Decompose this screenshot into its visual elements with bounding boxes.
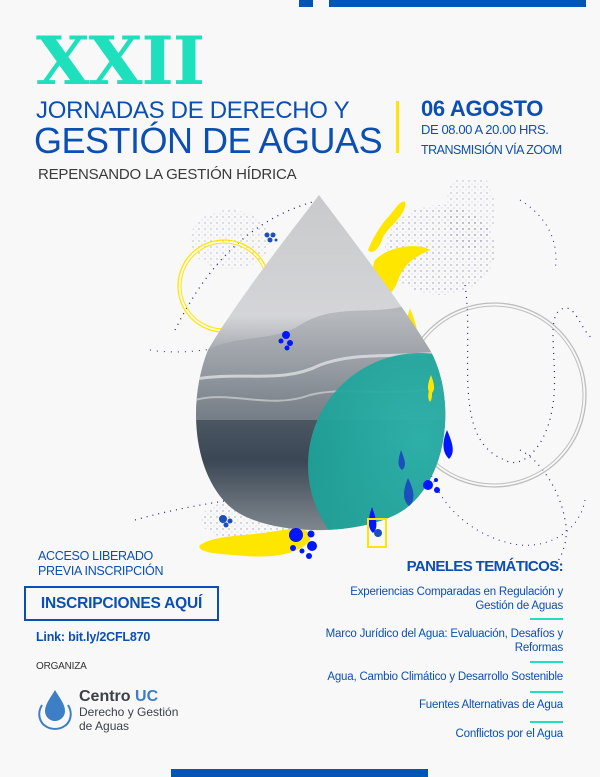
water-drop-icon [36, 686, 74, 730]
page-title-line2: GESTIÓN DE AGUAS [34, 120, 383, 161]
event-streaming: TRANSMISIÓN VÍA ZOOM [421, 143, 562, 157]
panel-item-line2: Gestión de Aguas [475, 600, 563, 612]
panel-item [456, 727, 563, 741]
panel-item-line1: Fuentes Alternativas de Agua [418, 699, 563, 711]
access-line1: ACCESO LIBERADO [38, 549, 153, 563]
event-hours: DE 08.00 A 20.00 HRS. [421, 122, 549, 137]
logo-name-main: Centro [79, 688, 131, 705]
panel-item-line2: Reformas [514, 642, 563, 654]
panel-item-line1: Experiencias Comparadas en Regulación y [350, 586, 563, 598]
panel-item-line1: Agua, Cambio Climático y Desarrollo Sostenible [327, 671, 563, 683]
logo-name [79, 688, 158, 706]
top-accent-square [299, 0, 313, 7]
panel-item [327, 670, 563, 684]
panel-separator [530, 661, 563, 663]
panel-item-line1: Conflictos por el Agua [455, 728, 563, 740]
event-date: 06 AGOSTO [421, 96, 544, 121]
header-divider [396, 101, 399, 153]
water-drop-artwork [0, 180, 600, 570]
panel-item [419, 698, 563, 712]
registration-button[interactable]: INSCRIPCIONES AQUÍ [24, 586, 219, 621]
access-info [38, 549, 163, 579]
edition-numeral: XXII [36, 22, 205, 100]
registration-link[interactable]: Link: bit.ly/2CFL870 [36, 630, 151, 644]
panel-separator [530, 721, 563, 723]
panel-item [326, 627, 563, 655]
panel-item [350, 585, 563, 613]
access-line2: PREVIA INSCRIPCIÓN [38, 564, 164, 578]
logo-sub-line1: Derecho y Gestión [79, 705, 179, 719]
page-subtitle: REPENSANDO LA GESTIÓN HÍDRICA [38, 166, 297, 183]
logo-subtitle [79, 705, 178, 733]
page-title-line1: JORNADAS DE DERECHO Y [36, 97, 350, 124]
logo-name-accent: UC [135, 688, 159, 705]
bottom-accent-bar [171, 769, 428, 777]
panel-item-line1: Marco Jurídico del Agua: Evaluación, Desafíos y [325, 628, 563, 640]
panel-separator [530, 618, 563, 620]
logo-sub-line2: de Aguas [79, 719, 130, 733]
panels-title: PANELES TEMÁTICOS: [406, 558, 563, 575]
organizer-label: ORGANIZA [36, 661, 87, 672]
panel-separator [530, 691, 563, 693]
top-accent-bar [329, 0, 586, 7]
